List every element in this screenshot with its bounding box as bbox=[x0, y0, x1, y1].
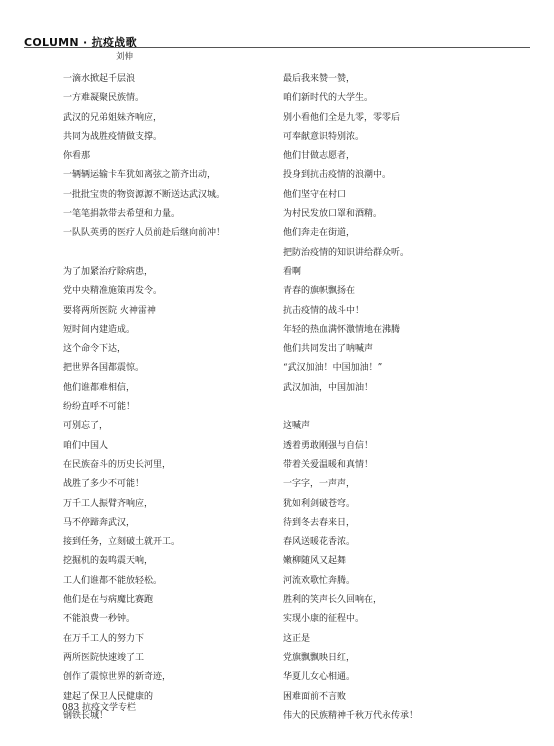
poem-line: 一方难凝聚民族情。 bbox=[63, 93, 145, 104]
poem-line: 咱们新时代的大学生。 bbox=[283, 93, 374, 104]
poem-line: 带着关爱温暖和真情！ bbox=[283, 459, 374, 470]
poem-line: 他们坚守在村口 bbox=[283, 189, 347, 200]
poem-line: 他们奔走在街道， bbox=[283, 228, 356, 239]
poem-line: 战胜了多少不可能！ bbox=[63, 479, 145, 490]
poem-line: 要将两所医院 火神雷神 bbox=[63, 305, 156, 316]
poem-line: 抗击疫情的战斗中！ bbox=[283, 305, 365, 316]
poem-line: 一笔笔捐款带去希望和力量。 bbox=[63, 209, 181, 220]
poem-line: 这正是 bbox=[283, 633, 311, 644]
poem-line: 武汉加油，中国加油！ bbox=[283, 382, 374, 393]
poem-line: 嫩柳随风又起舞 bbox=[283, 556, 347, 567]
poem-line: 把防治疫情的知识讲给群众听。 bbox=[283, 247, 410, 258]
poem-line: 投身到抗击疫情的浪潮中。 bbox=[283, 170, 392, 181]
poem-line: 咱们中国人 bbox=[63, 440, 109, 451]
poem-line: 春风送暖花香浓。 bbox=[283, 537, 356, 548]
poem-line: 万千工人振臂齐响应， bbox=[63, 498, 154, 509]
poem-line: 这喊声 bbox=[283, 421, 311, 432]
poem-line: 在万千工人的努力下 bbox=[63, 633, 145, 644]
poem-line: 河流欢歌忙奔腾。 bbox=[283, 575, 356, 586]
poem-line: 为村民发放口罩和酒精。 bbox=[283, 209, 383, 220]
poem-line: 你看那 bbox=[63, 151, 91, 162]
poem-line: 在民族奋斗的历史长河里， bbox=[63, 459, 172, 470]
author-name: 刘伸 bbox=[116, 52, 134, 62]
poem-line: 短时间内建造成。 bbox=[63, 324, 136, 335]
poem-line: 接到任务，立刻破土就开工。 bbox=[63, 537, 181, 548]
poem-line: 一批批宝贵的物资源源不断送达武汉城。 bbox=[63, 189, 226, 200]
poem-line: 党中央精准施策再发令。 bbox=[63, 286, 163, 297]
poem-line: 工人们谁都不能放轻松。 bbox=[63, 575, 163, 586]
poem-line: 看啊 bbox=[283, 266, 302, 277]
poem-line: 共同为战胜疫情做支撑。 bbox=[63, 131, 163, 142]
poem-line: 年轻的热血满怀激情地在沸腾 bbox=[283, 324, 401, 335]
poem-line: 犹如利剑破苍穹。 bbox=[283, 498, 356, 509]
poem-line: 一队队英勇的医疗人员前赴后继向前冲！ bbox=[63, 228, 226, 239]
poem-line: 挖掘机的轰鸣震天响， bbox=[63, 556, 154, 567]
poem-line: 不能浪费一秒钟。 bbox=[63, 614, 136, 625]
poem-line: 胜利的笑声长久回响在， bbox=[283, 595, 383, 606]
poem-line bbox=[63, 244, 263, 263]
poem-line: 透着勇敢刚强与自信！ bbox=[283, 440, 374, 451]
poem-line: 最后我来赞一赞， bbox=[283, 74, 356, 84]
poem-line: 这个命令下达， bbox=[63, 344, 127, 355]
poem-line: 困难面前不言败 bbox=[283, 691, 347, 702]
poem-line: 把世界各国都震惊。 bbox=[63, 363, 145, 374]
poem-line: “武汉加油！中国加油！” bbox=[283, 363, 383, 374]
poem-line: 两所医院快速竣了工 bbox=[63, 652, 145, 663]
poem-line: 他们共同发出了呐喊声 bbox=[283, 344, 374, 355]
poem-line: 别小看他们全是九零，零零后 bbox=[283, 112, 401, 123]
poem-line: 一字字，一声声， bbox=[283, 479, 356, 490]
poem-line: 华夏儿女心相通。 bbox=[283, 672, 356, 683]
poem-line: 伟大的民族精神千秋万代永传承！ bbox=[283, 710, 419, 721]
poem-line: 可别忘了， bbox=[63, 421, 109, 432]
poem-line: 青春的旗帜飘扬在 bbox=[283, 286, 356, 297]
poem-line: 党旗飘飘映日红， bbox=[283, 652, 356, 663]
poem-line: 一滴水掀起千层浪 bbox=[63, 74, 136, 84]
poem-line: 他们甘做志愿者， bbox=[283, 151, 356, 162]
poem-column-right bbox=[283, 70, 513, 726]
page-header bbox=[24, 34, 530, 60]
poem-line: 他们是在与病魔比赛跑 bbox=[63, 595, 154, 606]
poem-line: 他们谁都难相信， bbox=[63, 382, 136, 393]
poem-line: 马不停蹄奔武汉， bbox=[63, 517, 136, 528]
poem-line: 实现小康的征程中。 bbox=[283, 614, 365, 625]
poem-line: 武汉的兄弟姐妹齐响应， bbox=[63, 112, 163, 123]
poem-line: 建起了保卫人民健康的 bbox=[63, 691, 154, 702]
poem-line: 钢铁长城！ bbox=[63, 710, 109, 721]
poem-line: 待到冬去春来日， bbox=[283, 517, 356, 528]
poem-line bbox=[283, 398, 513, 417]
poem-line: 纷纷直呼不可能！ bbox=[63, 402, 136, 413]
column-label: COLUMN · 抗疫战歌 bbox=[24, 36, 137, 49]
poem-line: 创作了震惊世界的新奇迹， bbox=[63, 672, 172, 683]
page-footer: 083 抗疫文学专栏 bbox=[62, 703, 137, 713]
poem-line: 为了加紧治疗除病患， bbox=[63, 266, 154, 277]
poem-column-left bbox=[63, 70, 263, 726]
poem-line: 可奉献意识特别浓。 bbox=[283, 131, 365, 142]
header-divider bbox=[24, 47, 530, 48]
poem-line: 一辆辆运输卡车犹如离弦之箭齐出动， bbox=[63, 170, 217, 181]
